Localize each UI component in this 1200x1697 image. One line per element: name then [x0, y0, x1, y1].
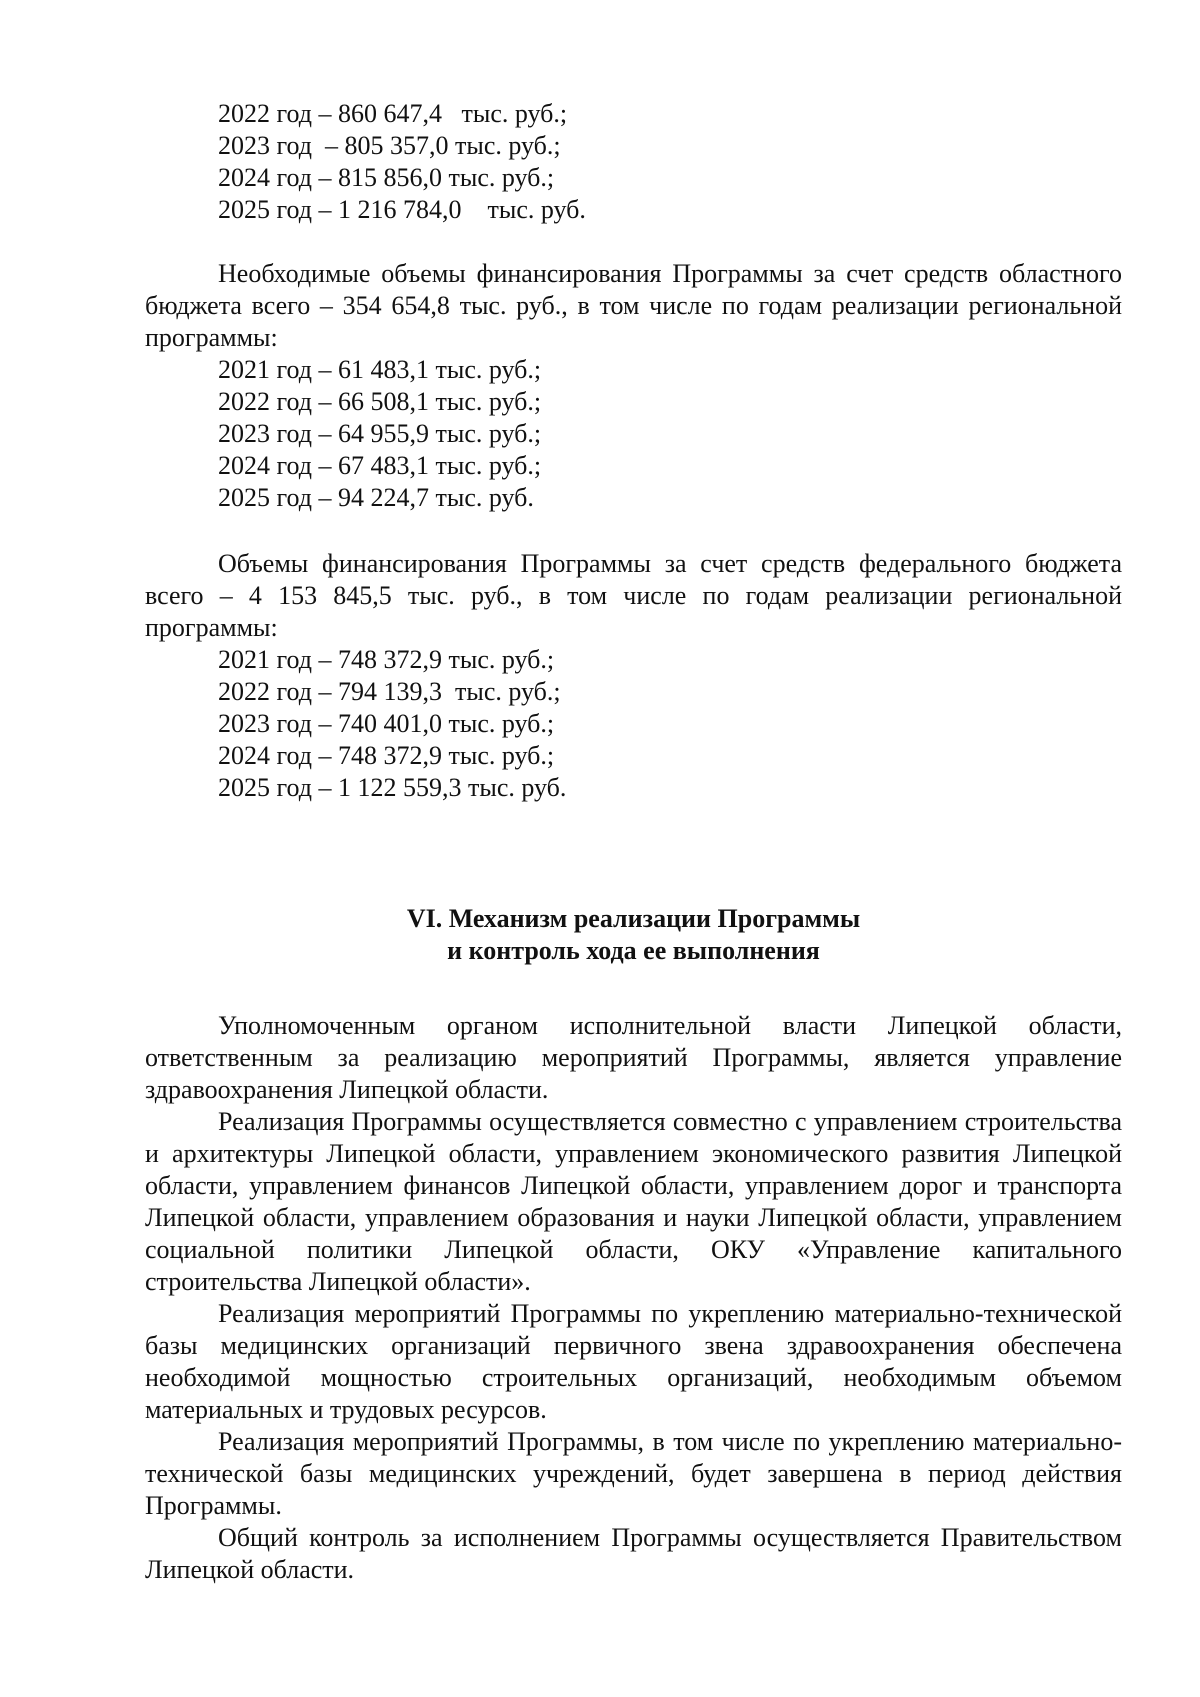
section-paragraph: Реализация мероприятий Программы по укреплению материально-технической базы медицинских организаций первичного звена здравоохранения обеспечена необходимой мощностью строительных организаций, необходимым объемом материальных и трудовых ресурсов.	[145, 1299, 1122, 1424]
funding-year-line: 2022 год – 860 647,4 тыс. руб.;	[218, 99, 568, 128]
federal-year-line: 2022 год – 794 139,3 тыс. руб.;	[218, 677, 561, 706]
federal-year-line: 2023 год – 740 401,0 тыс. руб.;	[218, 709, 555, 738]
funding-year-line: 2024 год – 815 856,0 тыс. руб.;	[218, 163, 555, 192]
regional-year-line: 2022 год – 66 508,1 тыс. руб.;	[218, 387, 542, 416]
regional-budget-paragraph: Необходимые объемы финансирования Программы за счет средств областного бюджета всего – 354 654,8 тыс. руб., в том числе по годам реализации региональной программы:	[145, 259, 1122, 352]
regional-year-line: 2024 год – 67 483,1 тыс. руб.;	[218, 451, 542, 480]
federal-year-line: 2025 год – 1 122 559,3 тыс. руб.	[218, 773, 567, 802]
section-paragraph: Уполномоченным органом исполнительной власти Липецкой области, ответственным за реализацию мероприятий Программы, является управление здравоохранения Липецкой области.	[145, 1011, 1122, 1104]
section-heading-line-1: VI. Механизм реализации Программы	[406, 904, 861, 933]
section-paragraph: Общий контроль за исполнением Программы осуществляется Правительством Липецкой области.	[145, 1523, 1122, 1584]
regional-year-line: 2025 год – 94 224,7 тыс. руб.	[218, 483, 534, 512]
federal-year-line: 2021 год – 748 372,9 тыс. руб.;	[218, 645, 555, 674]
section-paragraph: Реализация Программы осуществляется совместно с управлением строительства и архитектуры Липецкой области, управлением экономического развития Липецкой области, управлением финансов Липецкой области, управлением дорог и транспорта Липецкой области, управлением образования и науки Липецкой области, управлением социальной политики Липецкой области, ОКУ «Управление капитального строительства Липецкой области».	[145, 1107, 1122, 1296]
section-heading-line-2: и контроль хода ее выполнения	[447, 936, 820, 965]
funding-year-line: 2023 год – 805 357,0 тыс. руб.;	[218, 131, 561, 160]
regional-year-line: 2021 год – 61 483,1 тыс. руб.;	[218, 355, 542, 384]
federal-year-line: 2024 год – 748 372,9 тыс. руб.;	[218, 741, 555, 770]
funding-year-line: 2025 год – 1 216 784,0 тыс. руб.	[218, 195, 586, 224]
section-paragraph: Реализация мероприятий Программы, в том числе по укреплению материально-технической базы медицинских учреждений, будет завершена в период действия Программы.	[145, 1427, 1122, 1520]
federal-budget-paragraph: Объемы финансирования Программы за счет средств федерального бюджета всего – 4 153 845,5 тыс. руб., в том числе по годам реализации региональной программы:	[145, 549, 1122, 642]
regional-year-line: 2023 год – 64 955,9 тыс. руб.;	[218, 419, 542, 448]
